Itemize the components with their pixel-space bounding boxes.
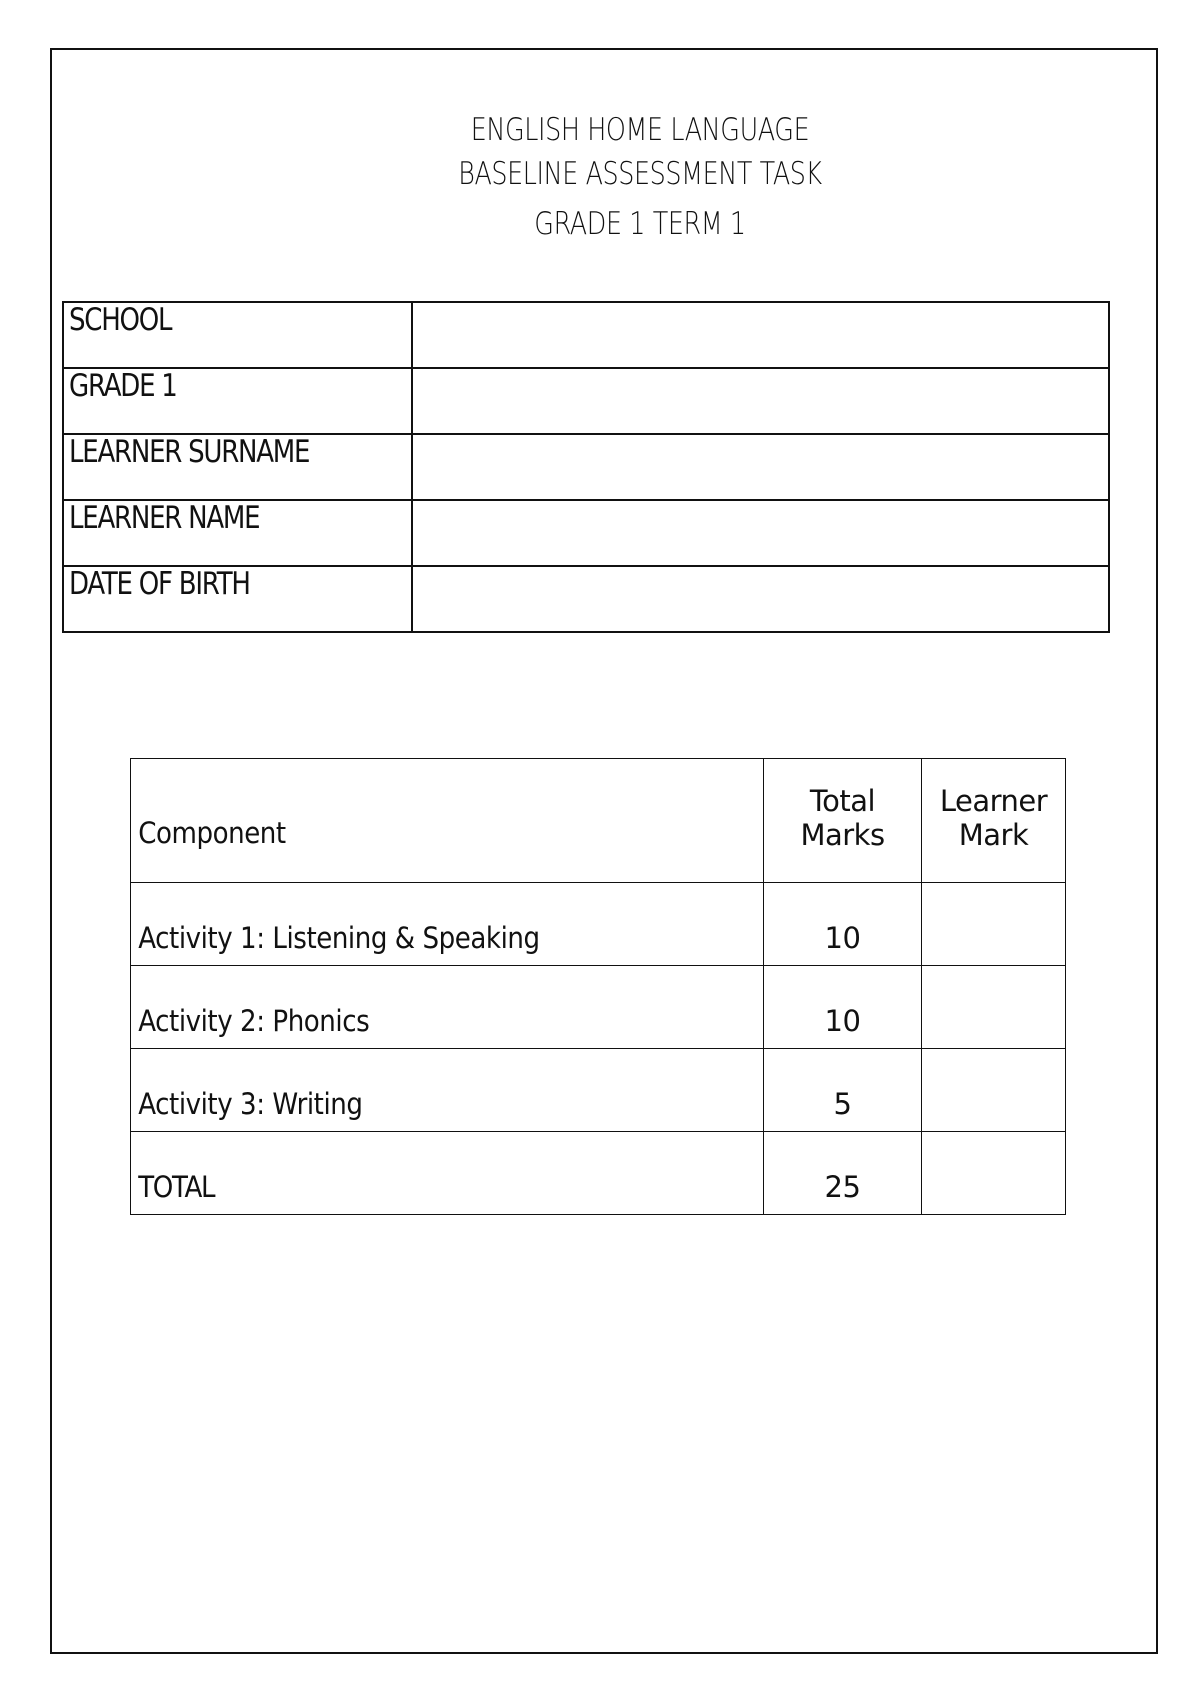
learner-mark-field[interactable] bbox=[922, 966, 1066, 1049]
component-cell bbox=[131, 966, 764, 1049]
total-row bbox=[131, 1132, 1066, 1215]
info-label-cell bbox=[63, 368, 412, 434]
component-name: Activity 3: Writing bbox=[138, 1087, 363, 1121]
total-label: TOTAL bbox=[138, 1170, 215, 1204]
component-cell bbox=[131, 883, 764, 966]
info-label-school: SCHOOL bbox=[69, 302, 172, 338]
total-marks-value: 10 bbox=[824, 921, 861, 955]
learner-info-table bbox=[62, 301, 1110, 633]
table-row bbox=[131, 1049, 1066, 1132]
total-marks-header-line1: Total bbox=[809, 783, 876, 818]
info-row-school bbox=[63, 302, 1109, 368]
component-header: Component bbox=[138, 815, 286, 850]
info-label-cell bbox=[63, 500, 412, 566]
task-title: BASELINE ASSESSMENT TASK bbox=[458, 156, 822, 192]
total-cell bbox=[764, 966, 922, 1049]
total-cell bbox=[764, 1049, 922, 1132]
grade-field[interactable] bbox=[412, 368, 1109, 434]
learner-mark-field[interactable] bbox=[922, 883, 1066, 966]
table-row bbox=[131, 883, 1066, 966]
marks-table bbox=[130, 758, 1066, 1215]
info-label-grade: GRADE 1 bbox=[69, 368, 177, 404]
table-row bbox=[131, 966, 1066, 1049]
info-row-surname bbox=[63, 434, 1109, 500]
info-label-dob: DATE OF BIRTH bbox=[69, 566, 250, 602]
info-row-dob bbox=[63, 566, 1109, 632]
component-header-cell bbox=[131, 759, 764, 883]
marks-header-row bbox=[131, 759, 1066, 883]
surname-field[interactable] bbox=[412, 434, 1109, 500]
info-row-name bbox=[63, 500, 1109, 566]
grand-total-value: 25 bbox=[824, 1170, 861, 1204]
learner-mark-header-line2: Mark bbox=[958, 817, 1029, 852]
grade-term-title: GRADE 1 TERM 1 bbox=[534, 206, 746, 242]
total-cell bbox=[764, 883, 922, 966]
title-block bbox=[0, 108, 1200, 246]
info-label-cell bbox=[63, 566, 412, 632]
info-label-cell bbox=[63, 302, 412, 368]
total-marks-value: 5 bbox=[833, 1087, 852, 1121]
info-label-name: LEARNER NAME bbox=[69, 500, 260, 536]
component-name: Activity 2: Phonics bbox=[138, 1004, 370, 1038]
component-name: Activity 1: Listening & Speaking bbox=[138, 921, 540, 955]
school-field[interactable] bbox=[412, 302, 1109, 368]
info-label-surname: LEARNER SURNAME bbox=[69, 434, 310, 470]
learner-total-field[interactable] bbox=[922, 1132, 1066, 1215]
learner-mark-header-line1: Learner bbox=[939, 783, 1048, 818]
total-marks-value: 10 bbox=[824, 1004, 861, 1038]
total-cell bbox=[764, 1132, 922, 1215]
total-marks-header-line2: Marks bbox=[800, 817, 885, 852]
info-label-cell bbox=[63, 434, 412, 500]
subject-title: ENGLISH HOME LANGUAGE bbox=[470, 112, 810, 148]
info-row-grade bbox=[63, 368, 1109, 434]
component-cell bbox=[131, 1132, 764, 1215]
component-cell bbox=[131, 1049, 764, 1132]
total-marks-header-cell bbox=[764, 759, 922, 883]
date-of-birth-field[interactable] bbox=[412, 566, 1109, 632]
name-field[interactable] bbox=[412, 500, 1109, 566]
learner-mark-field[interactable] bbox=[922, 1049, 1066, 1132]
learner-mark-header-cell bbox=[922, 759, 1066, 883]
